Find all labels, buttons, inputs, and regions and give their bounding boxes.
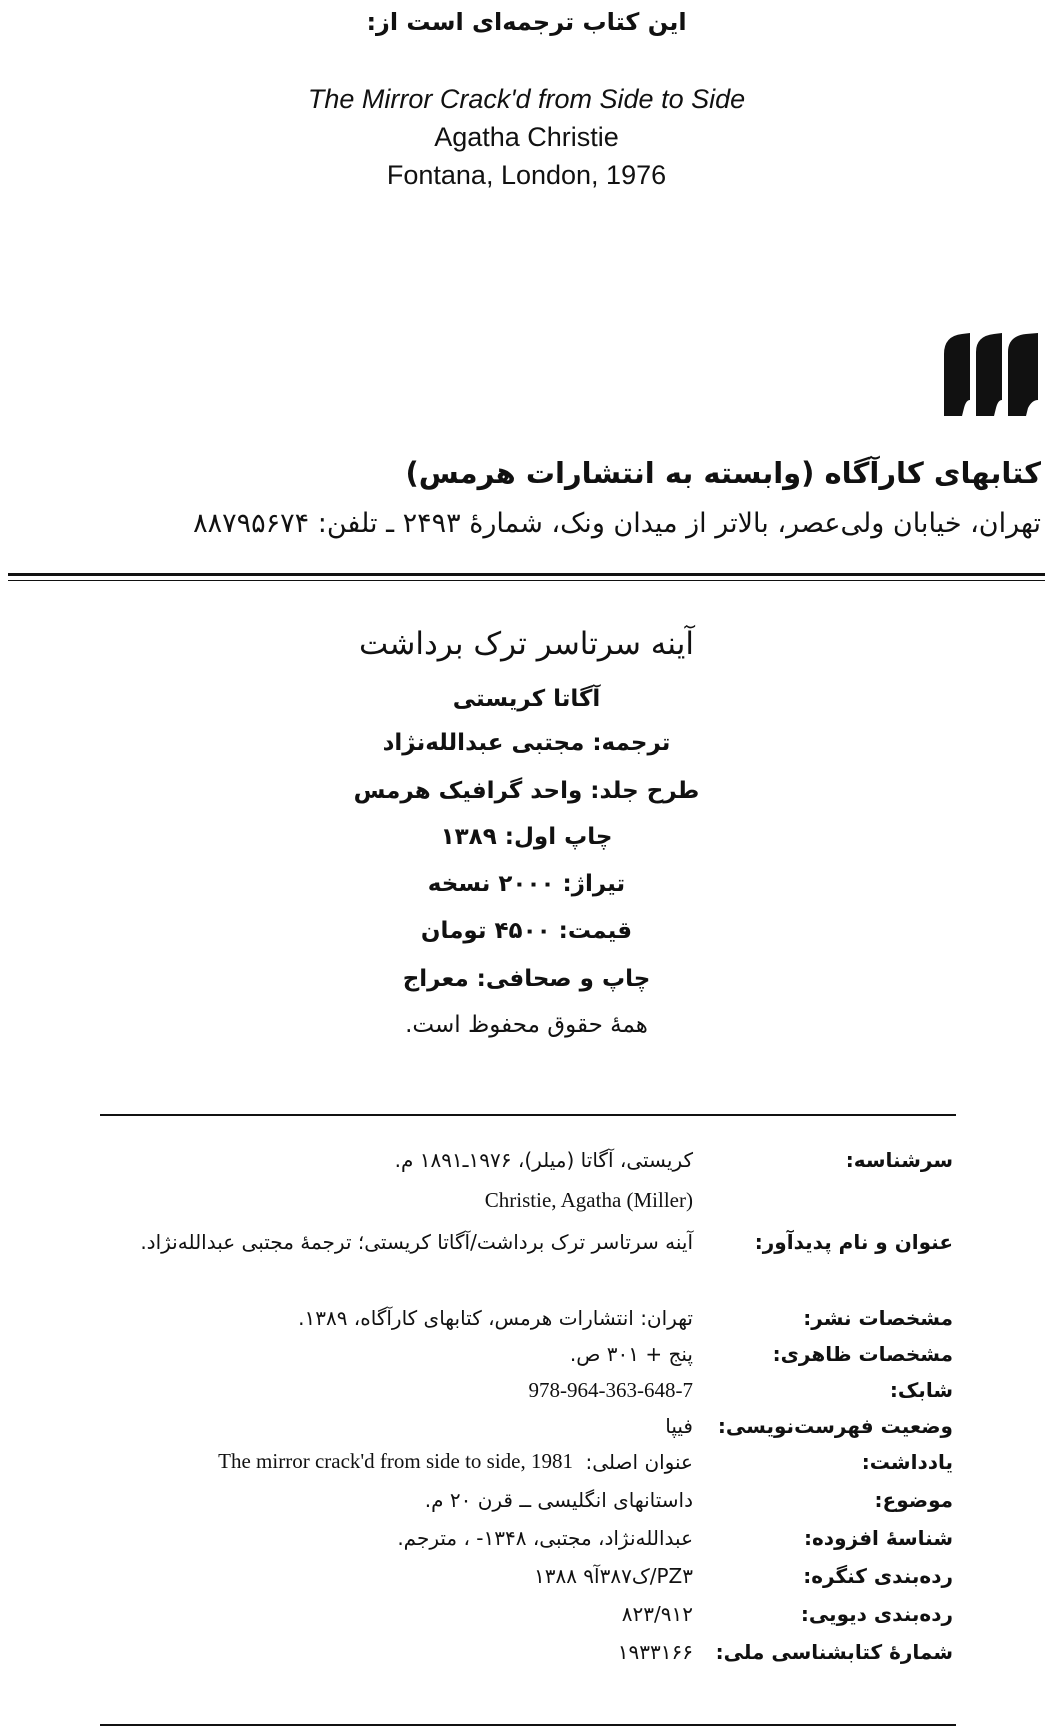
cip-dewey-value: ۸۲۳/۹۱۲ <box>621 1602 693 1626</box>
cip-subject-label: موضوع: <box>874 1488 953 1512</box>
cip-bottom-rule <box>100 1724 956 1726</box>
cip-lc-value: PZ۳/ک۳۸۷آ۹ ۱۳۸۸ <box>533 1564 693 1588</box>
cip-note-label: یادداشت: <box>861 1450 953 1474</box>
cip-dewey-label: رده‌بندی دیویی: <box>800 1602 953 1626</box>
original-publication: Fontana, London, 1976 <box>386 160 667 190</box>
price-credit: قیمت: ۴۵۰۰ تومان <box>420 918 633 944</box>
cip-note-value: The mirror crack'd from side to side, 1981 <box>218 1449 573 1473</box>
publisher-name: کتابهای کارآگاه (وابسته به انتشارات هرمس) <box>405 456 1041 490</box>
edition-credit: چاپ اول: ۱۳۸۹ <box>440 824 613 850</box>
print-run-credit: تیراژ: ۲۰۰۰ نسخه <box>427 871 626 897</box>
cover-design-credit: طرح جلد: واحد گرافیک هرمس <box>353 778 700 804</box>
cip-lc-label: رده‌بندی کنگره: <box>803 1564 953 1588</box>
book-title: آینه سرتاسر ترک برداشت <box>358 626 695 662</box>
printer-credit: چاپ و صحافی: معراج <box>402 966 651 992</box>
cip-note-prefix: عنوان اصلی: <box>585 1450 693 1474</box>
cip-catalog-value: فیپا <box>665 1414 693 1438</box>
cip-title-label: عنوان و نام پدیدآور: <box>754 1230 953 1254</box>
cip-isbn-value: 978-964-363-648-7 <box>528 1378 693 1402</box>
cip-isbn-label: شابک: <box>889 1378 953 1402</box>
cip-author-label: سرشناسه: <box>845 1148 953 1172</box>
cip-author-value: کریستی، آگاتا (میلر)، ۱۹۷۶ـ۱۸۹۱ م. <box>394 1148 693 1172</box>
cip-added-entry-label: شناسهٔ افزوده: <box>804 1526 953 1550</box>
book-author: آگاتا کریستی <box>452 686 601 712</box>
cip-catalog-label: وضعیت فهرست‌نویسی: <box>717 1414 953 1438</box>
cip-national-bib-label: شمارهٔ کتابشناسی ملی: <box>715 1640 953 1664</box>
translated-from-heading: این کتاب ترجمه‌ای است از: <box>366 8 687 36</box>
cip-author-latin: Christie, Agatha (Miller) <box>484 1188 693 1212</box>
cip-publication-label: مشخصات نشر: <box>803 1306 953 1330</box>
original-title: The Mirror Crack'd from Side to Side <box>307 84 746 114</box>
cip-title-value: آینه سرتاسر ترک برداشت/آگاتا کریستی؛ ترجمهٔ مجتبی عبدالله‌نژاد. <box>140 1230 693 1254</box>
cip-national-bib-value: ۱۹۳۳۱۶۶ <box>617 1640 693 1664</box>
cip-publication-value: تهران: انتشارات هرمس، کتابهای کارآگاه، ۱۳۸۹. <box>298 1306 693 1330</box>
cip-subject-value: داستانهای انگلیسی ــ قرن ۲۰ م. <box>424 1488 693 1512</box>
divider-line <box>8 573 1045 576</box>
rights-notice: همهٔ حقوق محفوظ است. <box>405 1012 648 1038</box>
translator-credit: ترجمه: مجتبی عبدالله‌نژاد <box>382 730 671 756</box>
cip-top-rule <box>100 1114 956 1116</box>
cip-added-entry-value: عبدالله‌نژاد، مجتبی، ۱۳۴۸- ، مترجم. <box>397 1526 693 1550</box>
cip-physical-label: مشخصات ظاهری: <box>772 1342 953 1366</box>
cip-physical-value: پنج + ۳۰۱ ص. <box>569 1342 693 1366</box>
publisher-logo-icon <box>940 330 1042 420</box>
publisher-address: تهران، خیابان ولی‌عصر، بالاتر از میدان ونک، شمارهٔ ۲۴۹۳ ـ تلفن: ۸۸۷۹۵۶۷۴ <box>193 508 1041 539</box>
original-author: Agatha Christie <box>434 122 619 152</box>
divider-line <box>8 580 1045 581</box>
